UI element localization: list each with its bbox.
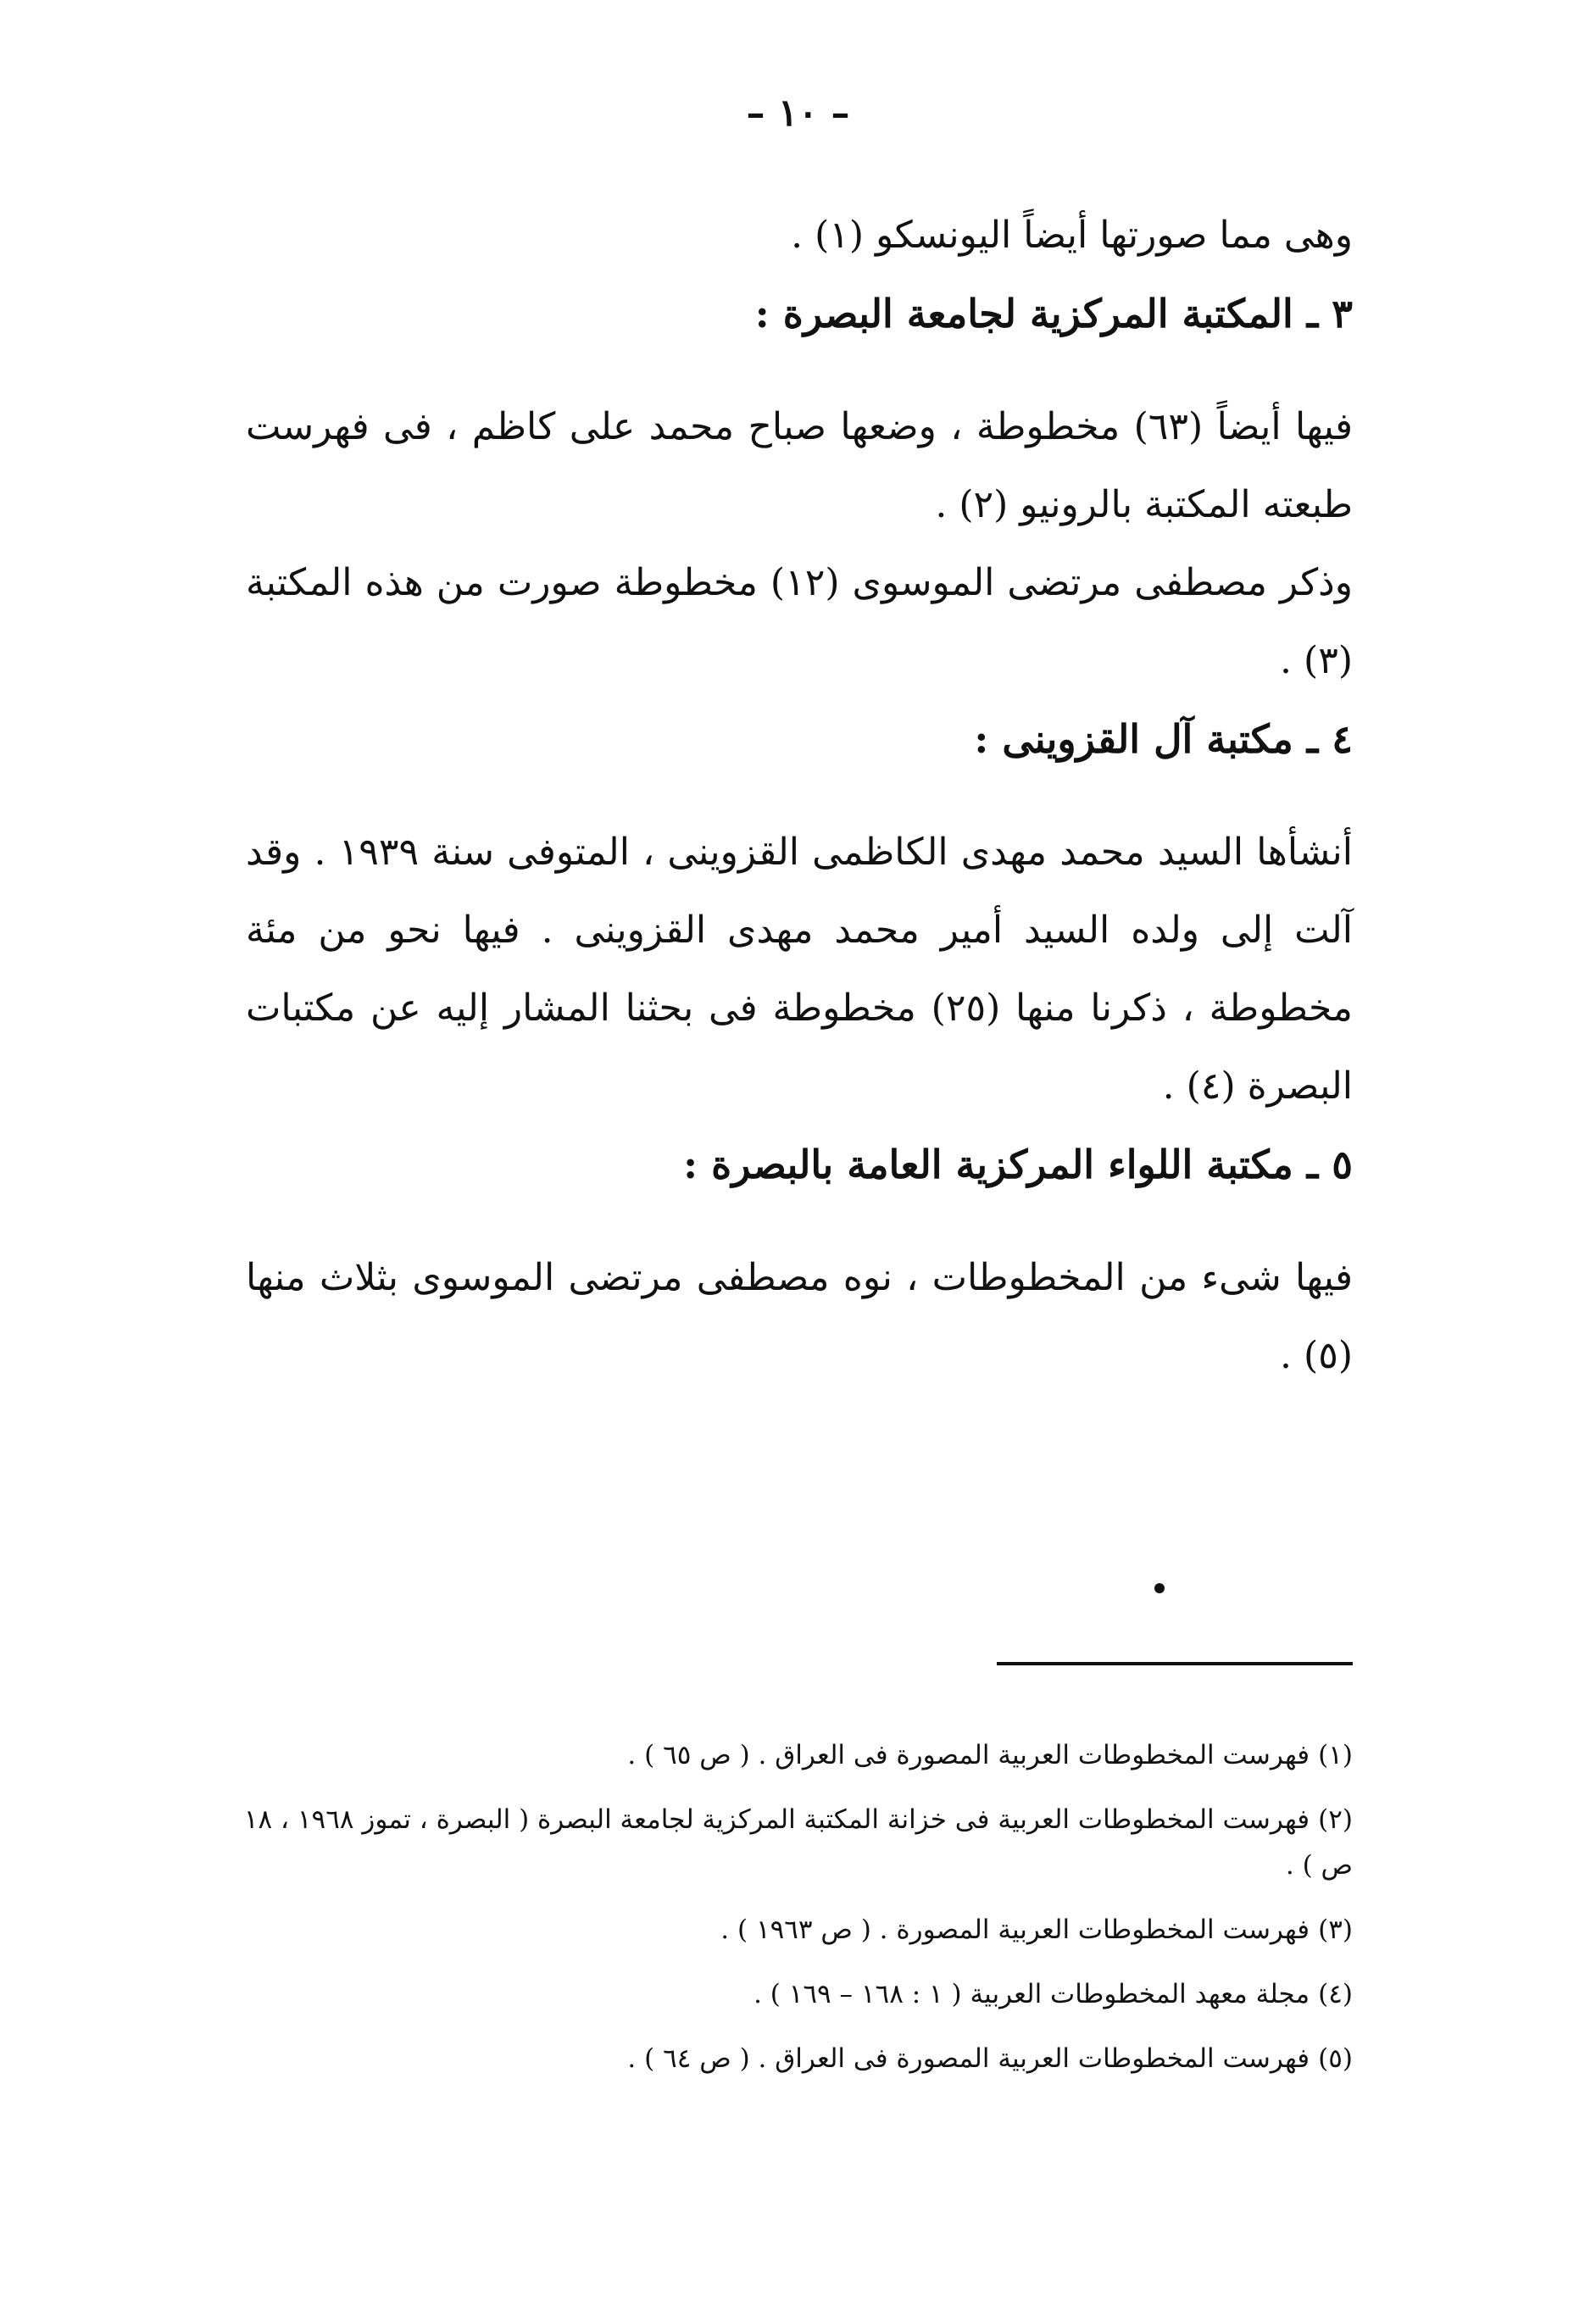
footnote — [225, 1797, 1353, 1888]
footnote — [225, 1907, 1353, 1953]
section-heading: ٣ ـ المكتبة المركزية لجامعة البصرة : — [754, 291, 1353, 336]
section-paragraph: وذكر مصطفى مرتضى الموسوى (١٢) مخطوطة صورت من هذه المكتبة (٣) . — [246, 561, 1353, 682]
footnote-text: فهرست المخطوطات العربية المصورة . ( ص ١٩٦٣ ) . — [720, 1915, 1310, 1945]
section-qazwini-library — [246, 700, 1353, 1125]
section-heading: ٤ ـ مكتبة آل القزوينى : — [974, 716, 1353, 762]
footnote-separator — [997, 1662, 1353, 1665]
section-paragraph: فيها شىء من المخطوطات ، نوه مصطفى مرتضى الموسوى بثلاث منها (٥) . — [246, 1256, 1353, 1377]
section-paragraph: أنشأها السيد محمد مهدى الكاظمى القزوينى ، المتوفى سنة ١٩٣٩ . وقد آلت إلى ولده السيد أمير محمد مهدى القزوينى . فيها نحو من مئة مخطوطة ، ذكرنا منها (٢٥) مخطوطة فى بحثنا المشار إليه عن مكتبات البصرة (٤) . — [246, 831, 1353, 1108]
footnote-number: (٥) — [1318, 2043, 1353, 2074]
main-text — [246, 197, 1353, 1395]
section-paragraph: فيها أيضاً (٦٣) مخطوطة ، وضعها صباح محمد على كاظم ، فى فهرست طبعته المكتبة بالرونيو (٢) . — [246, 405, 1353, 526]
footnote-number: (١) — [1318, 1740, 1353, 1770]
footnote-text: فهرست المخطوطات العربية المصورة فى العراق . ( ص ٦٥ ) . — [627, 1740, 1310, 1770]
footnote-number: (٢) — [1318, 1804, 1353, 1835]
footnote — [225, 2036, 1353, 2081]
footnote-text: فهرست المخطوطات العربية فى خزانة المكتبة المركزية لجامعة البصرة ( البصرة ، تموز ١٩٦٨ ، ١٨ ص ) . — [243, 1804, 1353, 1881]
footnote — [225, 1971, 1353, 2017]
footnote-number: (٤) — [1318, 1979, 1353, 2009]
intro-paragraph: وهى مما صورتها أيضاً اليونسكو (١) . — [791, 214, 1353, 257]
footnote-text: مجلة معهد المخطوطات العربية ( ١ : ١٦٨ – ١٦٩ ) . — [754, 1979, 1310, 2009]
footnote-text: فهرست المخطوطات العربية المصورة فى العراق . ( ص ٦٤ ) . — [627, 2043, 1310, 2074]
footnotes — [225, 1732, 1353, 2081]
section-heading: ٥ ـ مكتبة اللواء المركزية العامة بالبصرة : — [683, 1142, 1353, 1187]
section-basra-university-library — [246, 275, 1353, 700]
page-number: – ١٠ – — [746, 92, 850, 135]
dot-mark — [1154, 1583, 1165, 1593]
footnote — [225, 1732, 1353, 1778]
section-liwa-central-library — [246, 1125, 1353, 1395]
footnote-number: (٣) — [1318, 1915, 1353, 1945]
